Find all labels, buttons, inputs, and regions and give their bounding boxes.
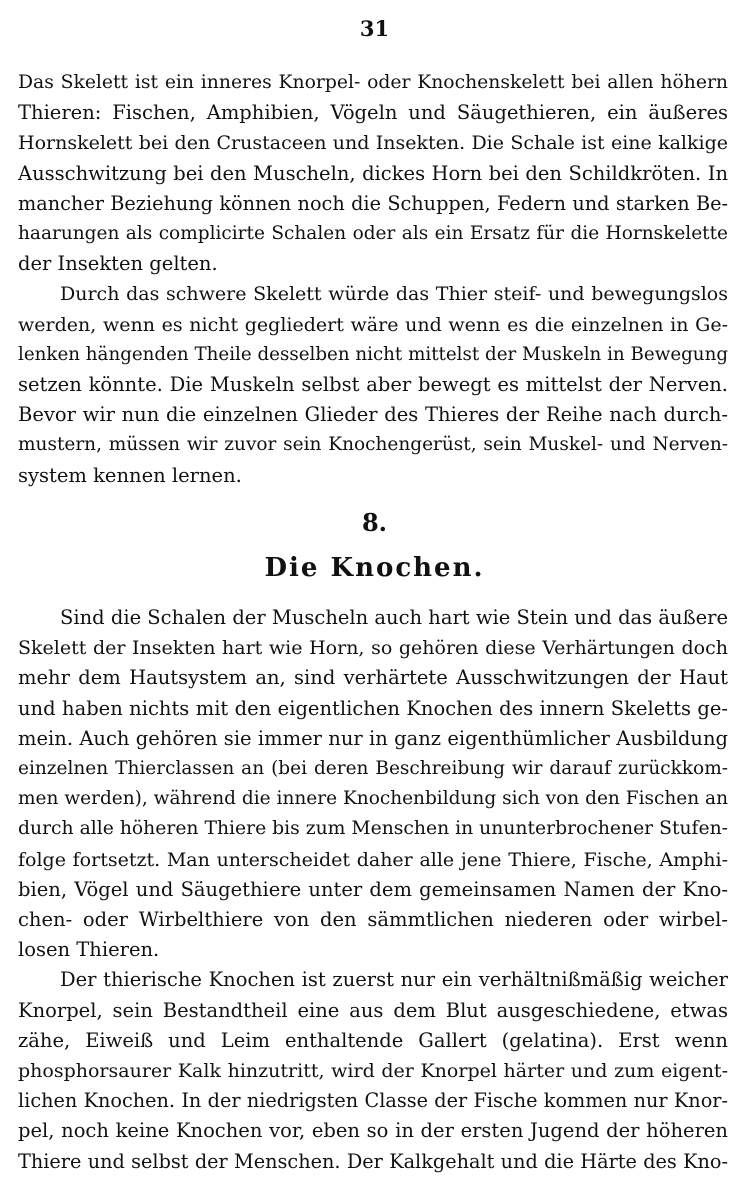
text-line: haarungen als complicirte Schalen oder als ein Ersatz für die Hornskelette — [18, 223, 728, 245]
text-line: Knorpel, sein Bestandtheil eine aus dem Blut ausgeschiedene, etwas — [18, 998, 728, 1022]
text-line: system kennen lernen. — [18, 463, 242, 487]
text-line: lenken hängenden Theile desselben nicht mittelst der Muskeln in Bewegung — [18, 343, 728, 365]
text-line: Hornskelett bei den Crustaceen und Insekten. Die Schale ist eine kalkige — [18, 132, 728, 155]
text-line: und haben nichts mit den eigentlichen Knochen des innern Skeletts ge- — [18, 696, 728, 720]
section-title: Die Knochen. — [264, 553, 485, 583]
text-line: men werden), während die innere Knochenbildung sich von den Fischen an — [18, 788, 728, 810]
text-line: mancher Beziehung können noch die Schuppen, Federn und starken Be- — [18, 191, 728, 215]
text-line: Thiere und selbst der Menschen. Der Kalkgehalt und die Härte des Kno- — [18, 1149, 728, 1173]
text-line: mein. Auch gehören sie immer nur in ganz eigenthümlicher Ausbildung — [18, 726, 728, 750]
text-line: zähe, Eiweiß und Leim enthaltende Gallert (gelatina). Erst wenn — [18, 1028, 728, 1052]
text-line: einzelnen Thierclassen an (bei deren Beschreibung wir darauf zurückkom- — [18, 758, 728, 780]
text-line: mustern, müssen wir zuvor sein Knochengerüst, sein Muskel- und Nerven- — [18, 434, 728, 456]
section-body — [18, 603, 728, 1177]
text-line: phosphorsaurer Kalk hinzutritt, wird der Knorpel härter und zum eigent- — [18, 1060, 728, 1083]
text-line: Das Skelett ist ein inneres Knorpel- oder Knochenskelett bei allen höhern — [18, 72, 728, 93]
text-line: Thieren: Fischen, Amphibien, Vögeln und Säugethieren, ein äußeres — [18, 101, 728, 125]
text-line: folge fortsetzt. Man unterscheidet daher alle jene Thiere, Fische, Amphi- — [18, 848, 728, 871]
text-line: durch alle höheren Thiere bis zum Menschen in ununterbrochener Stufen- — [18, 818, 728, 840]
text-line: Sind die Schalen der Muscheln auch hart wie Stein und das äußere — [60, 606, 728, 629]
text-line: Der thierische Knochen ist zuerst nur ein verhältnißmäßig weicher — [60, 968, 728, 992]
text-line: Ausschwitzung bei den Muscheln, dickes Horn bei den Schildkröten. In — [18, 161, 728, 185]
text-line: Durch das schwere Skelett würde das Thier steif- und bewegungslos — [60, 283, 728, 306]
text-line: losen Thieren. — [18, 938, 160, 962]
text-line: mehr dem Hautsystem an, sind verhärtete Ausschwitzungen der Haut — [18, 666, 728, 690]
text-line: Skelett der Insekten hart wie Horn, so gehören diese Verhärtungen doch — [18, 637, 728, 660]
text-line: chen- oder Wirbelthiere von den sämmtlichen niederen oder wirbel- — [18, 908, 728, 932]
intro-text — [18, 68, 728, 491]
text-line: bien, Vögel und Säugethiere unter dem gemeinsamen Namen der Kno- — [18, 877, 728, 901]
page-number: 31 — [359, 16, 390, 41]
section-number: 8. — [361, 508, 388, 537]
text-line: Bevor wir nun die einzelnen Glieder des Thieres der Reihe nach durch- — [18, 403, 728, 427]
text-line: lichen Knochen. In der niedrigsten Classe der Fische kommen nur Knor- — [18, 1089, 728, 1113]
text-line: pel, noch keine Knochen vor, eben so in der ersten Jugend der höheren — [18, 1119, 728, 1143]
text-line: werden, wenn es nicht gegliedert wäre und wenn es die einzelnen in Ge- — [18, 313, 728, 336]
text-line: setzen könnte. Die Muskeln selbst aber bewegt es mittelst der Nerven. — [18, 373, 728, 397]
text-line: der Insekten gelten. — [18, 252, 218, 276]
